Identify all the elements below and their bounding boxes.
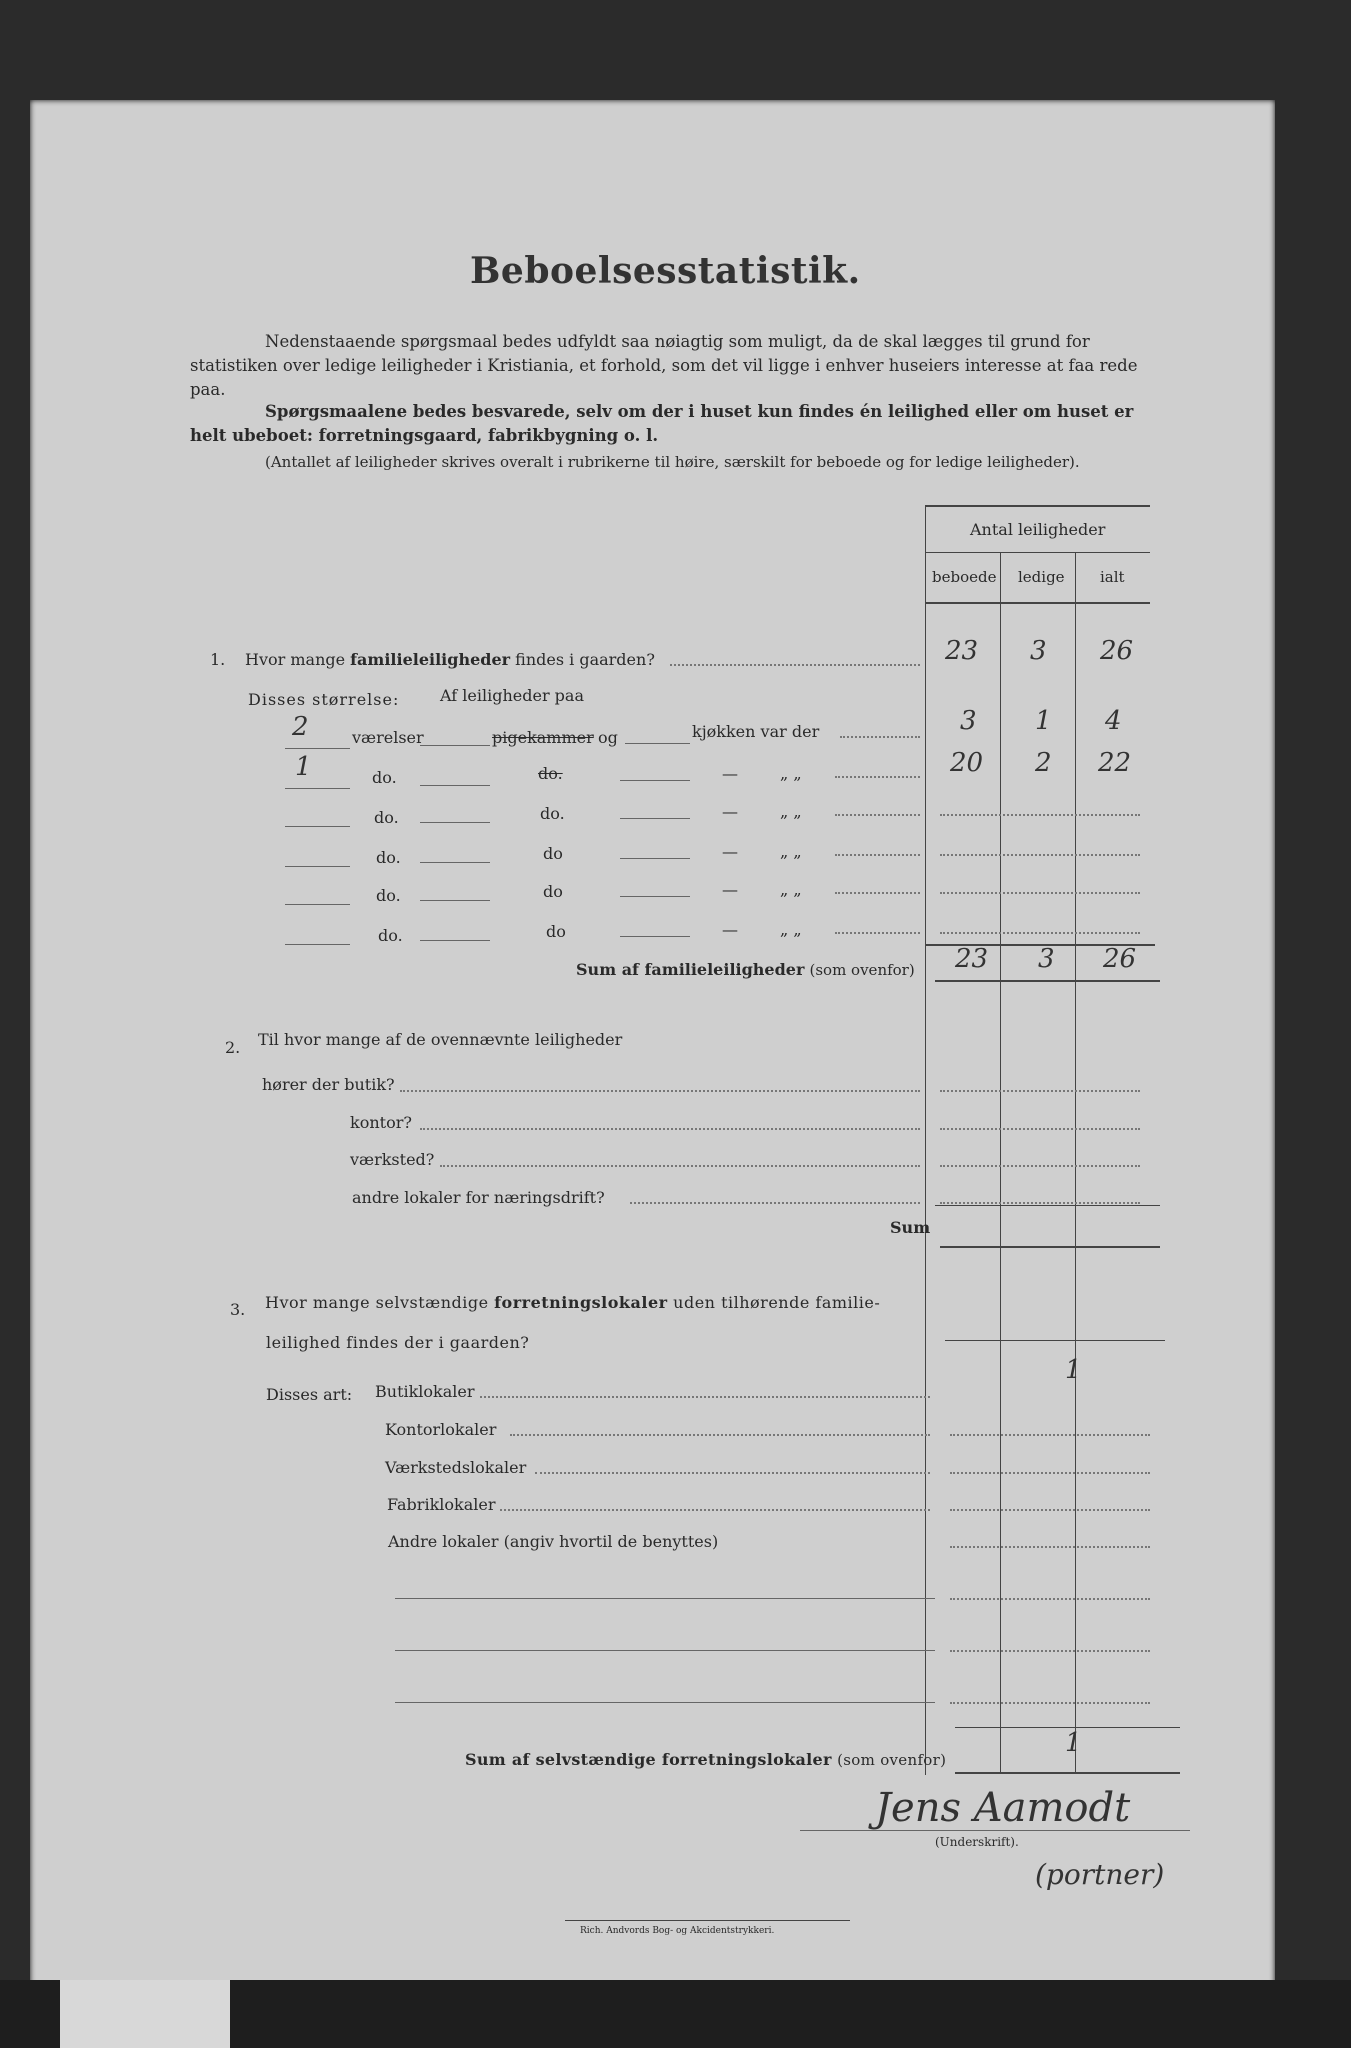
q2-sum-label: Sum [890,1218,931,1237]
q1-ledige: 3 [1030,636,1047,666]
q3-item-butik: Butiklokaler [375,1382,475,1401]
rooms-value: 2 [292,712,309,742]
q1-ialt: 26 [1100,636,1134,666]
q3-question-line2: leilighed findes der i gaarden? [266,1333,530,1352]
size-sublabel: Af leiligheder paa [440,686,584,705]
q2-question: Til hvor mange af de ovennævnte leiligheder [258,1030,623,1049]
size-label: Disses størrelse: [248,690,400,709]
q2-item-kontor: kontor? [350,1113,412,1132]
q3-item-vaerksted: Værkstedslokaler [385,1458,527,1477]
q1-sum-label: Sum af familieleiligheder (som ovenfor) [576,960,915,979]
col-header-beboede: beboede [932,568,997,586]
q1-sum-beboede: 23 [955,944,989,974]
signature-caption: (Underskrift). [935,1835,1019,1849]
q3-butik-ledige: 1 [1065,1355,1082,1385]
q2-item-vaerksted: værksted? [350,1150,435,1169]
q3-number: 3. [230,1300,246,1319]
scan-edge [0,1980,1351,2048]
page-title: Beboelsesstatistik. [470,250,861,292]
q1-beboede: 23 [945,636,979,666]
q2-number: 2. [225,1038,241,1057]
intro-paragraph-3: (Antallet af leiligheder skrives overalt i rubrikerne til høire, særskilt for beboede og for ledige leiligheder). [265,453,1080,471]
q3-question: Hvor mange selvstændige forretningslokaler uden tilhørende familie- [265,1293,881,1312]
q3-art-label: Disses art: [266,1385,353,1404]
q1-number: 1. [210,650,226,669]
signature-name: Jens Aamodt [875,1785,1131,1831]
q3-item-kontor: Kontorlokaler [385,1420,497,1439]
col-header-ledige: ledige [1018,568,1065,586]
signature-role: (portner) [1035,1858,1165,1891]
table-group-header: Antal leiligheder [970,520,1106,539]
q3-item-andre: Andre lokaler (angiv hvortil de benyttes) [388,1532,719,1551]
q2-item-andre: andre lokaler for næringsdrift? [352,1188,605,1207]
intro-paragraph-1: Nedenstaaende spørgsmaal bedes udfyldt saa nøiagtig som muligt, da de skal lægges til grund for statistiken over ledige leiligheder i Kristiania, et forhold, som det vil ligge i enhver huseiers interesse at faa rede paa. [190,332,1138,399]
q1-sum-ledige: 3 [1038,944,1055,974]
q2-item-butik: hører der butik? [262,1075,395,1094]
printer-imprint: Rich. Andvords Bog- og Akcidentstrykkeri. [580,1926,775,1936]
q1-sum-ialt: 26 [1103,944,1137,974]
q3-item-fabrik: Fabriklokaler [387,1495,496,1514]
col-header-ialt: ialt [1100,568,1125,586]
q1-question: Hvor mange familieleiligheder findes i gaarden? [245,650,655,669]
q3-sum-label: Sum af selvstændige forretningslokaler (som ovenfor) [465,1750,947,1769]
q3-sum-ledige: 1 [1065,1728,1082,1758]
intro-paragraph-2: Spørgsmaalene bedes besvarede, selv om der i huset kun findes én leilighed eller om huset er helt ubeboet: forretningsgaard, fabrikbygning o. l. [190,402,1134,445]
